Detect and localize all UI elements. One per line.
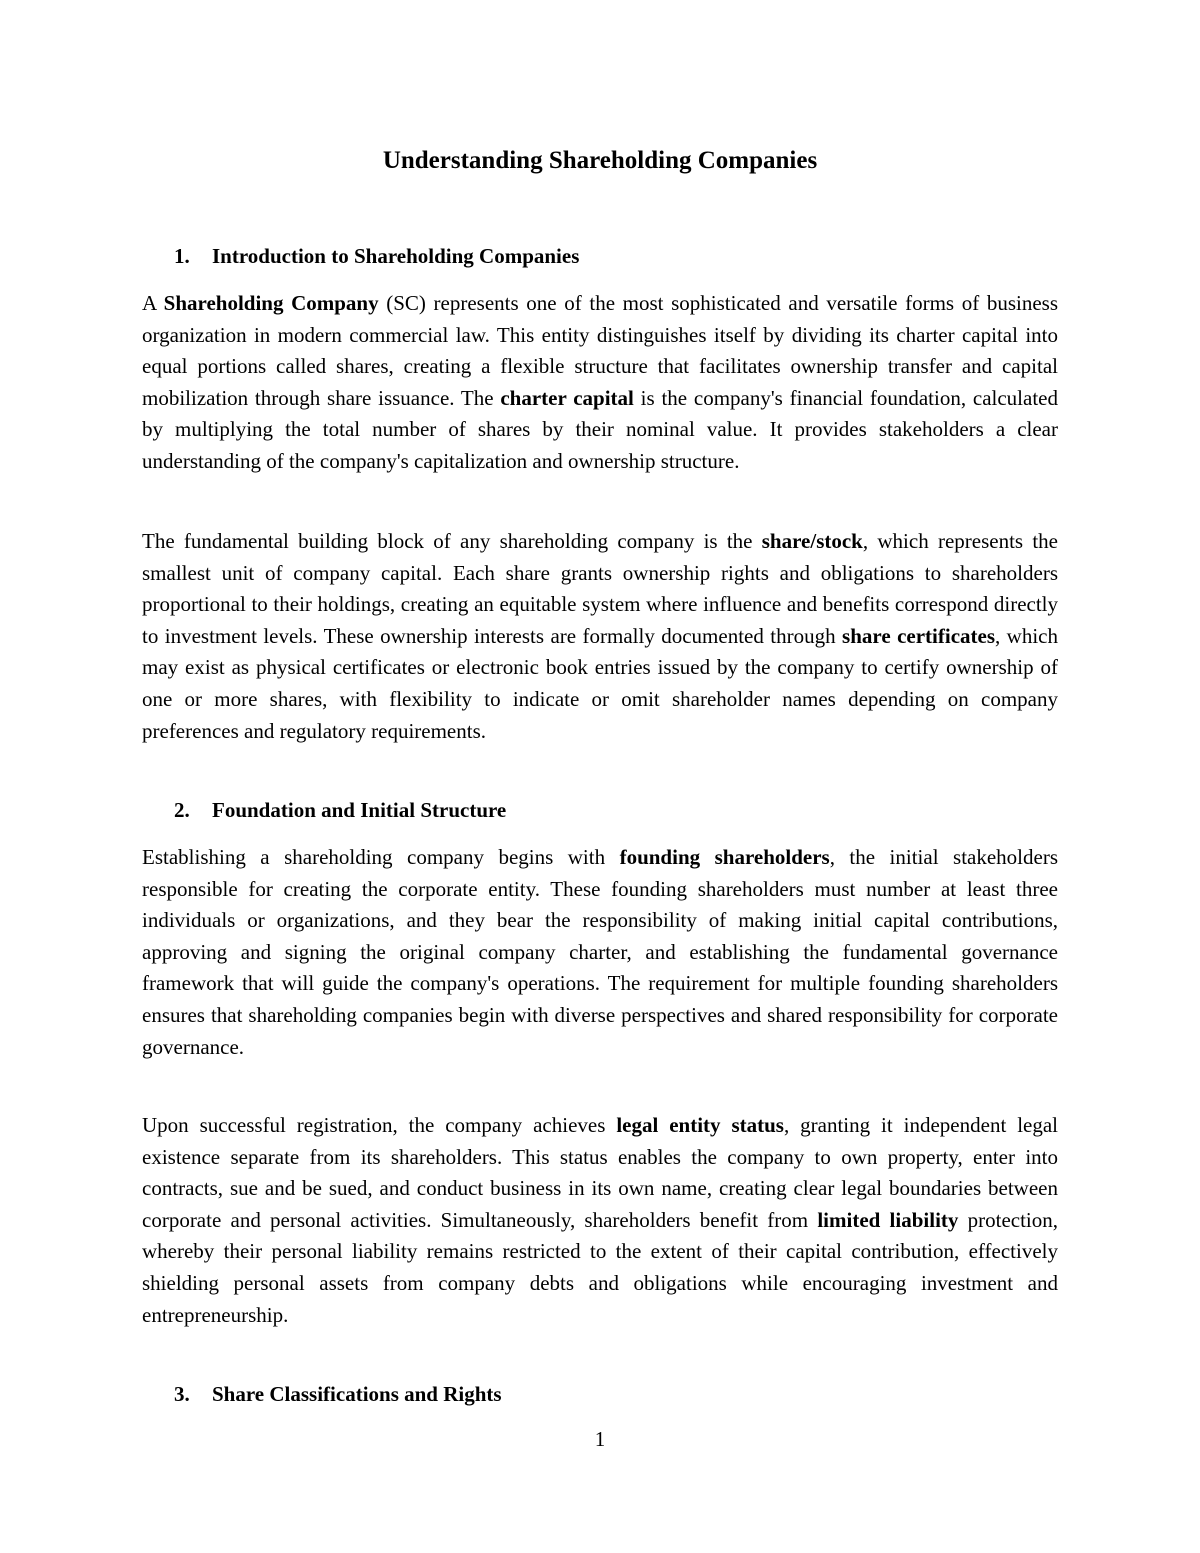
text-run: is the company's financial foundation, calculated by multiplying the total number of shares by their nominal value. It provides stakeholders a clear understanding of the company's capitalization and ownership structure.	[142, 385, 1058, 473]
bold-term: Shareholding Company	[163, 291, 379, 315]
paragraph	[142, 842, 1058, 1063]
text-run: A	[142, 291, 164, 315]
section-number: 3.	[174, 1382, 190, 1406]
paragraph	[142, 288, 1058, 478]
text-run: , which represents the smallest unit of company capital. Each share grants ownership rights and obligations to shareholders proportional to their holdings, creating an equitable system where influence and benefits correspond directly to investment levels. These ownership interests are formally documented through	[142, 529, 1058, 648]
bold-term: legal entity status	[616, 1113, 784, 1137]
section-title: Share Classifications and Rights	[212, 1382, 502, 1406]
text-run: Upon successful registration, the company achieves	[142, 1113, 617, 1137]
bold-term: limited liability	[817, 1207, 959, 1232]
bold-term: charter capital	[500, 385, 634, 410]
document-title: Understanding Shareholding Companies	[382, 147, 818, 174]
bold-term: founding shareholders	[619, 845, 830, 869]
text-run: protection, whereby their personal liability remains restricted to the extent of their capital contribution, effectively shielding personal assets from company debts and obligations while encouraging investment and entrepreneurship.	[142, 1207, 1059, 1327]
text-run: , granting it independent legal existence separate from its shareholders. This status enables the company to own property, enter into contracts, sue and be sued, and conduct business in its own name, creating clear legal boundaries between corporate and personal activities. Simultaneously, shareholders benefit from	[142, 1113, 1059, 1232]
bold-term: share certificates	[842, 623, 996, 648]
paragraph	[142, 1110, 1058, 1331]
section-number: 1.	[174, 244, 190, 268]
text-run: , which may exist as physical certificates or electronic book entries issued by the company to certify ownership of one or more shares, with flexibility to indicate or omit shareholder names depending on company preferences and regulatory requirements.	[142, 623, 1059, 743]
text-run: , the initial stakeholders responsible for creating the corporate entity. These founding shareholders must number at least three individuals or organizations, and they bear the responsibility of making initial capital contributions, approving and signing the original company charter, and establishing the fundamental governance framework that will guide the company's operations. The requirement for multiple founding shareholders ensures that shareholding companies begin with diverse perspectives and shared responsibility for corporate governance.	[142, 845, 1058, 1059]
section-heading-3	[174, 1379, 502, 1409]
text-run: Establishing a shareholding company begins with	[142, 845, 620, 869]
section-heading-1	[174, 241, 579, 271]
bold-term: share/stock	[761, 529, 863, 553]
section-title: Foundation and Initial Structure	[212, 798, 507, 822]
section-title: Introduction to Shareholding Companies	[212, 244, 580, 268]
section-number: 2.	[174, 798, 190, 822]
text-run: The fundamental building block of any shareholding company is the	[142, 529, 762, 553]
text-run: (SC) represents one of the most sophisticated and versatile forms of business organization in modern commercial law. This entity distinguishes itself by dividing its charter capital into equal portions called shares, creating a flexible structure that facilitates ownership transfer and capital mobilization through share issuance. The	[142, 291, 1058, 410]
section-heading-2	[174, 795, 506, 825]
paragraph	[142, 526, 1058, 747]
page-number: 1	[594, 1427, 606, 1451]
